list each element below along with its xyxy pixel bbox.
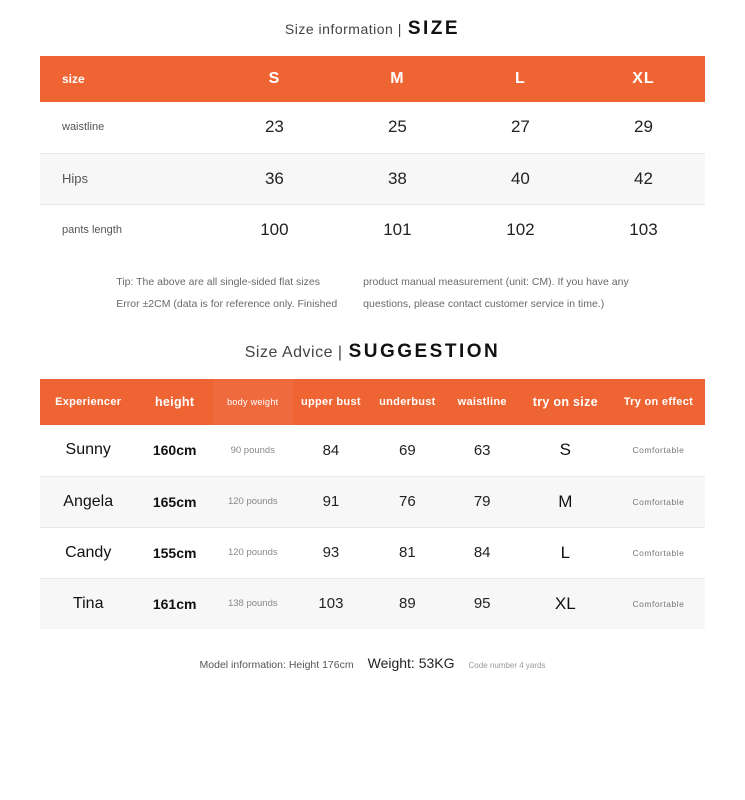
table-row (40, 204, 705, 255)
advice-header-underbust: underbust (369, 379, 445, 425)
size-hips-s: 36 (213, 153, 336, 204)
size-table-header-l: L (459, 56, 582, 102)
advice-effect-4: Comfortable (612, 578, 705, 629)
advice-effect-3: Comfortable (612, 527, 705, 578)
size-row-label-pants-length: pants length (40, 204, 213, 255)
size-waistline-s: 23 (213, 102, 336, 153)
size-pants-length-l: 102 (459, 204, 582, 255)
advice-name-3: Candy (40, 527, 136, 578)
advice-weight-1: 90 pounds (213, 425, 293, 476)
size-pants-length-xl: 103 (582, 204, 705, 255)
advice-underbust-1: 69 (369, 425, 445, 476)
advice-table-header-row (40, 379, 705, 425)
advice-header-experiencer: Experiencer (40, 379, 136, 425)
advice-height-3: 155cm (136, 527, 212, 578)
size-row-label-waistline: waistline (40, 102, 213, 153)
table-row (40, 102, 705, 153)
advice-effect-2: Comfortable (612, 476, 705, 527)
size-advice-title (0, 341, 745, 363)
size-table (40, 56, 705, 255)
size-waistline-xl: 29 (582, 102, 705, 153)
size-info-title (0, 18, 745, 40)
size-info-title-big: SIZE (407, 18, 461, 39)
size-pants-length-m: 101 (336, 204, 459, 255)
advice-header-body-weight: body weight (213, 379, 293, 425)
advice-waistline-3: 84 (446, 527, 519, 578)
advice-table-body (40, 425, 705, 629)
advice-upper-bust-1: 84 (293, 425, 369, 476)
size-table-header-row (40, 56, 705, 102)
size-advice-title-big: SUGGESTION (348, 341, 501, 362)
advice-waistline-1: 63 (446, 425, 519, 476)
advice-try-size-1: S (519, 425, 612, 476)
size-table-header-s: S (213, 56, 336, 102)
size-table-head (40, 56, 705, 102)
advice-header-upper-bust: upper bust (293, 379, 369, 425)
size-hips-m: 38 (336, 153, 459, 204)
size-tip-line-3: product manual measurement (unit: CM). If you have any (363, 276, 629, 288)
size-advice-table (40, 379, 705, 629)
advice-try-size-2: M (519, 476, 612, 527)
model-weight-text: Weight: 53KG (367, 655, 455, 671)
advice-underbust-4: 89 (369, 578, 445, 629)
size-waistline-m: 25 (336, 102, 459, 153)
advice-underbust-3: 81 (369, 527, 445, 578)
size-row-label-hips: Hips (40, 153, 213, 204)
table-row (40, 527, 705, 578)
advice-header-height: height (136, 379, 212, 425)
size-tip-left-column (116, 271, 337, 315)
size-table-body (40, 102, 705, 255)
advice-waistline-4: 95 (446, 578, 519, 629)
advice-try-size-4: XL (519, 578, 612, 629)
advice-height-4: 161cm (136, 578, 212, 629)
advice-height-2: 165cm (136, 476, 212, 527)
advice-weight-3: 120 pounds (213, 527, 293, 578)
size-table-header-size: size (40, 56, 213, 102)
size-table-header-m: M (336, 56, 459, 102)
advice-underbust-2: 76 (369, 476, 445, 527)
size-waistline-l: 27 (459, 102, 582, 153)
size-hips-xl: 42 (582, 153, 705, 204)
model-info-footer (40, 655, 705, 671)
advice-header-try-on-effect: Try on effect (612, 379, 705, 425)
size-info-title-small: Size information | (284, 21, 402, 37)
advice-weight-4: 138 pounds (213, 578, 293, 629)
size-table-header-xl: XL (582, 56, 705, 102)
model-info-text: Model information: Height 176cm (199, 659, 354, 671)
advice-try-size-3: L (519, 527, 612, 578)
advice-upper-bust-4: 103 (293, 578, 369, 629)
table-row (40, 153, 705, 204)
advice-upper-bust-3: 93 (293, 527, 369, 578)
advice-name-4: Tina (40, 578, 136, 629)
advice-height-1: 160cm (136, 425, 212, 476)
advice-table-head (40, 379, 705, 425)
model-code-text: Code number 4 yards (468, 661, 546, 670)
size-tip-right-column (363, 271, 629, 315)
table-row (40, 476, 705, 527)
table-row (40, 425, 705, 476)
advice-header-try-on-size: try on size (519, 379, 612, 425)
size-tip-line-4: questions, please contact customer service in time.) (363, 298, 605, 310)
advice-name-1: Sunny (40, 425, 136, 476)
advice-header-waistline: waistline (446, 379, 519, 425)
size-hips-l: 40 (459, 153, 582, 204)
advice-weight-2: 120 pounds (213, 476, 293, 527)
table-row (40, 578, 705, 629)
size-tip-line-1: Tip: The above are all single-sided flat sizes (116, 276, 320, 288)
advice-upper-bust-2: 91 (293, 476, 369, 527)
size-tip-block (40, 271, 705, 315)
size-advice-title-small: Size Advice | (244, 344, 343, 361)
size-pants-length-s: 100 (213, 204, 336, 255)
advice-waistline-2: 79 (446, 476, 519, 527)
advice-effect-1: Comfortable (612, 425, 705, 476)
size-tip-line-2: Error ±2CM (data is for reference only. Finished (116, 298, 338, 310)
advice-name-2: Angela (40, 476, 136, 527)
